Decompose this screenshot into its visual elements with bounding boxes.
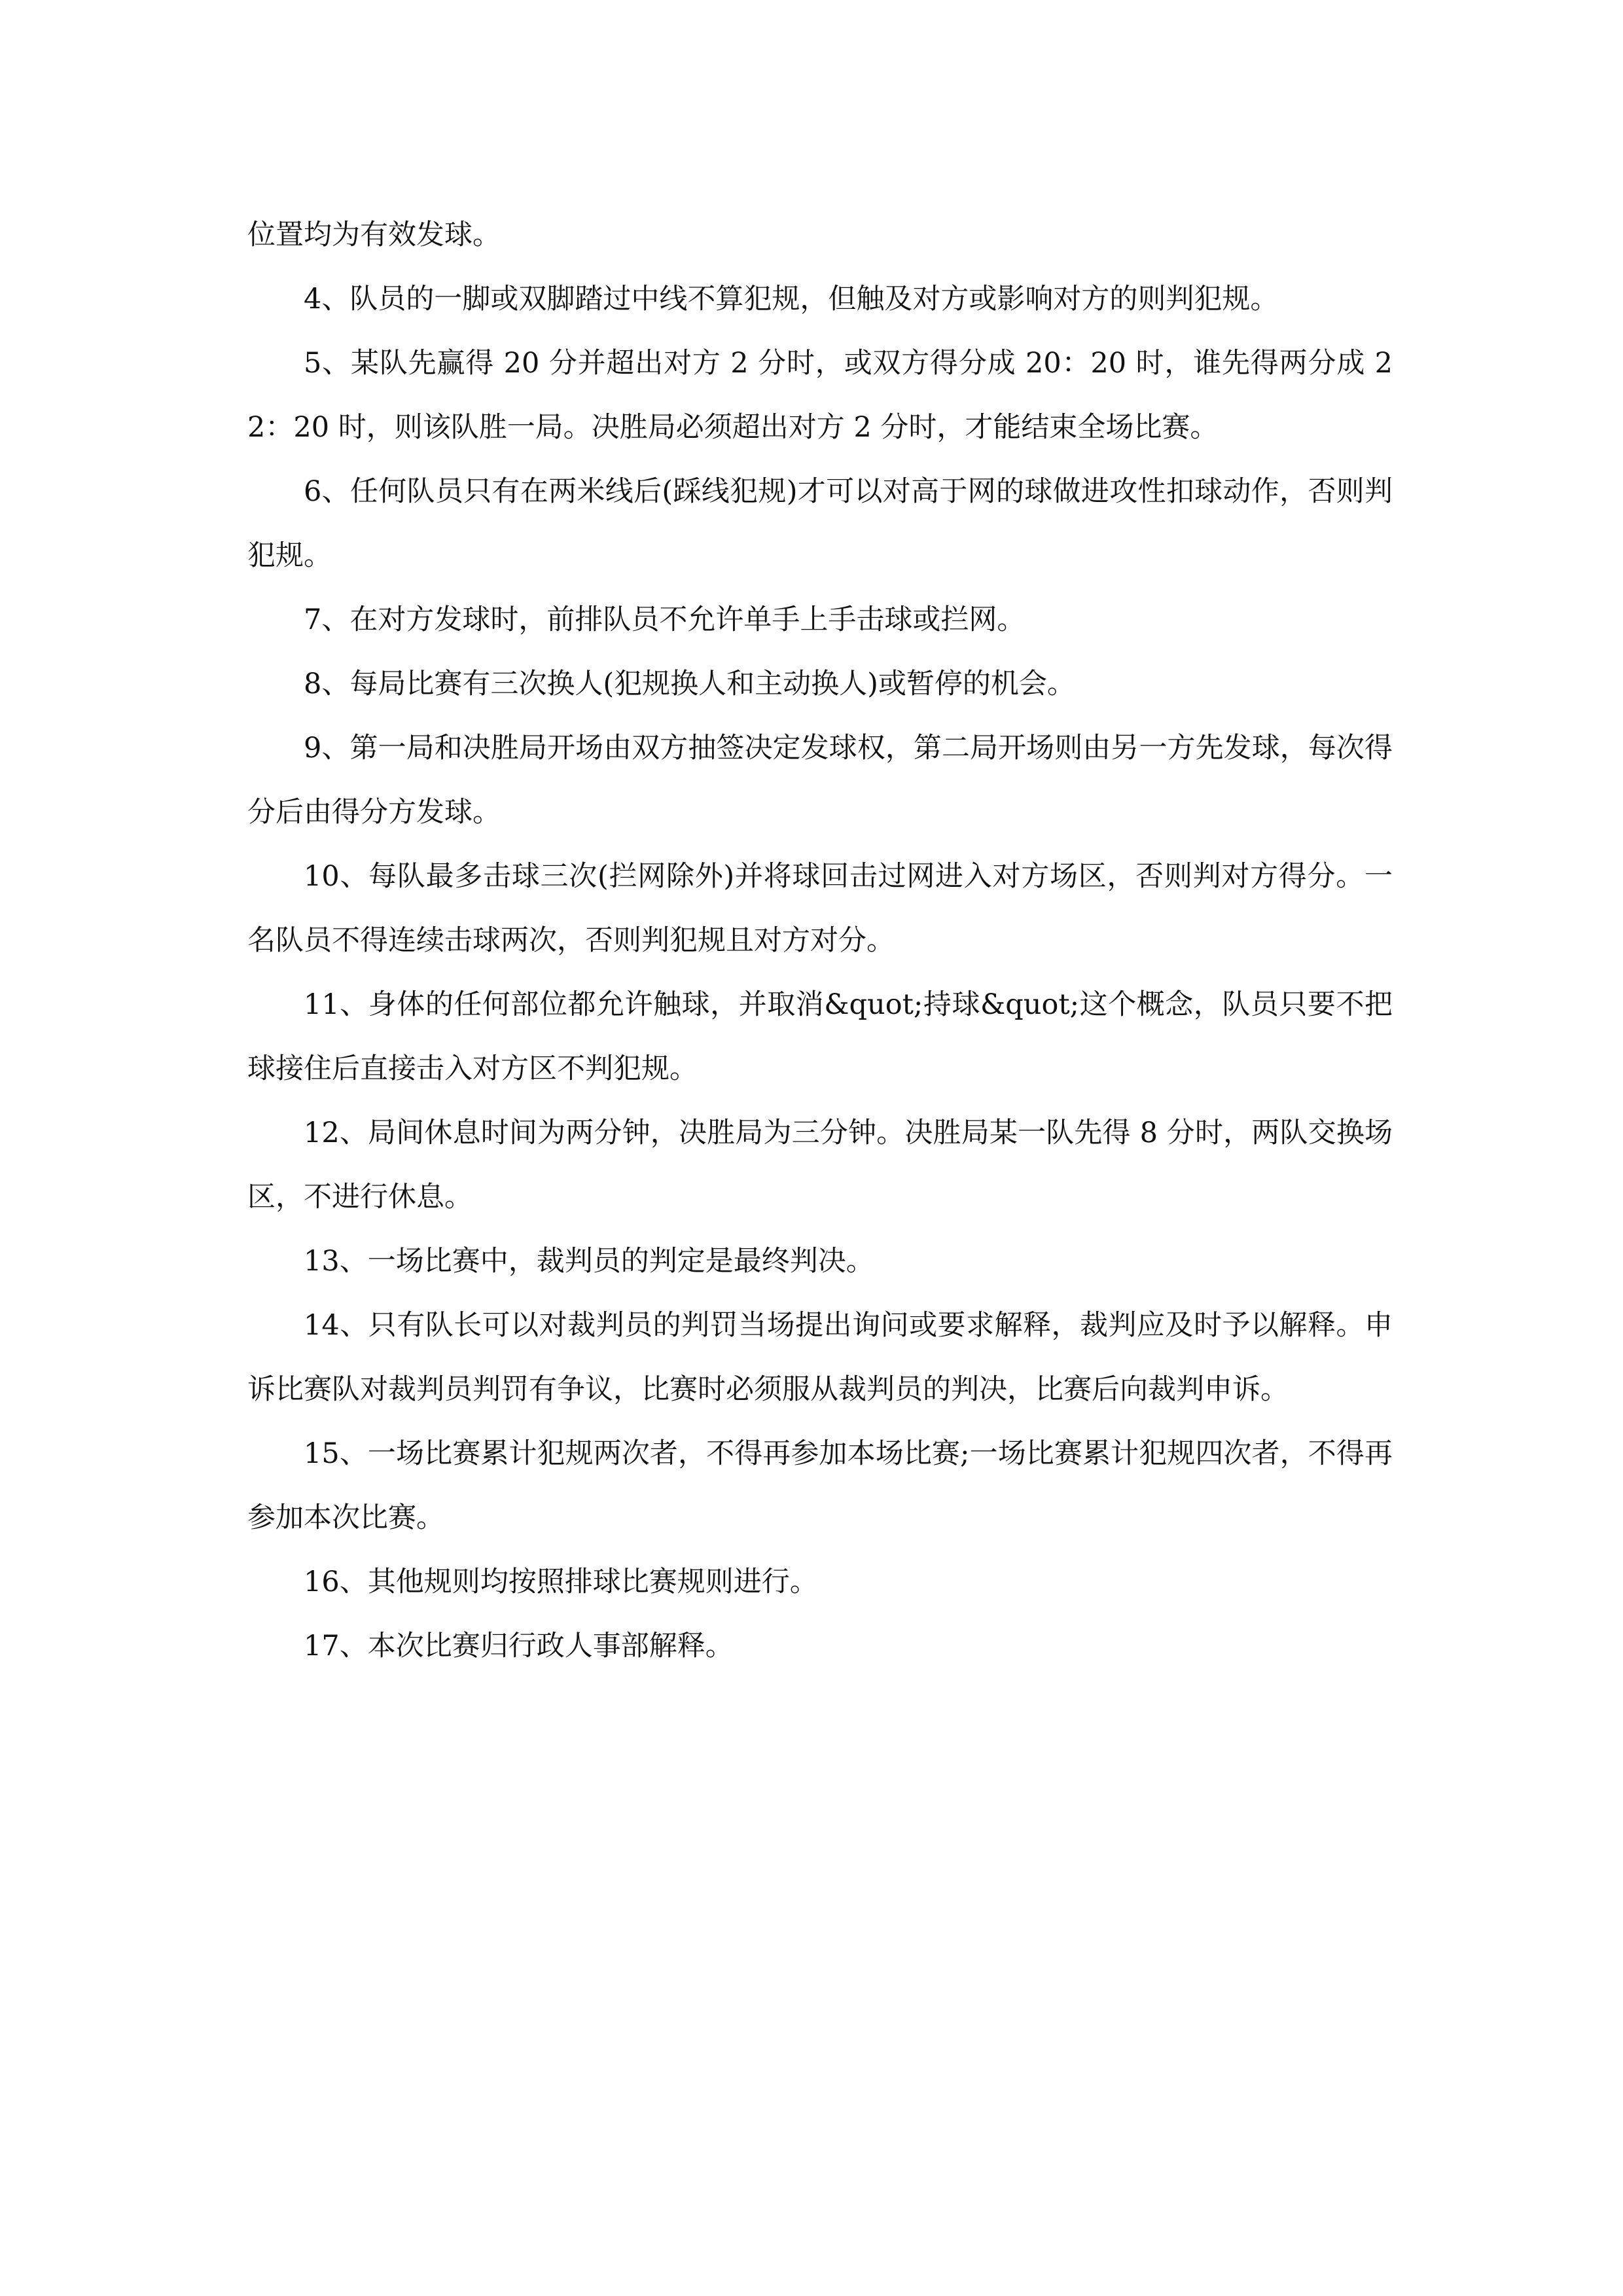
rule-item-14: 14、只有队长可以对裁判员的判罚当场提出询问或要求解释，裁判应及时予以解释。申诉比赛队对裁判员判罚有争议，比赛时必须服从裁判员的判决，比赛后向裁判申诉。 (247, 1309, 1393, 1406)
paragraph-continuation: 位置均为有效发球。 (247, 219, 501, 251)
rule-item-4: 4、队员的一脚或双脚踏过中线不算犯规，但触及对方或影响对方的则判犯规。 (304, 283, 1279, 315)
rule-item-16: 16、其他规则均按照排球比赛规则进行。 (304, 1566, 818, 1598)
document-body (247, 203, 1393, 1678)
rule-item-12: 12、局间休息时间为两分钟，决胜局为三分钟。决胜局某一队先得 8 分时，两队交换场区，不进行休息。 (247, 1117, 1393, 1213)
rule-item-17: 17、本次比赛归行政人事部解释。 (304, 1630, 734, 1662)
rule-item-9: 9、第一局和决胜局开场由双方抽签决定发球权，第二局开场则由另一方先发球，每次得分后由得分方发球。 (247, 732, 1393, 829)
rule-item-11: 11、身体的任何部位都允许触球，并取消&quot;持球&quot;这个概念，队员只要不把球接住后直接击入对方区不判犯规。 (247, 988, 1393, 1085)
rule-item-5: 5、某队先赢得 20 分并超出对方 2 分时，或双方得分成 20：20 时，谁先得两分成 22：20 时，则该队胜一局。决胜局必须超出对方 2 分时，才能结束全场比赛。 (247, 347, 1393, 444)
rule-item-13: 13、一场比赛中，裁判员的判定是最终判决。 (304, 1245, 874, 1278)
rule-item-10: 10、每队最多击球三次(拦网除外)并将球回击过网进入对方场区，否则判对方得分。一名队员不得连续击球两次，否则判犯规且对方对分。 (247, 860, 1393, 957)
rule-item-7: 7、在对方发球时，前排队员不允许单手上手击球或拦网。 (304, 603, 1026, 636)
rule-item-8: 8、每局比赛有三次换人(犯规换人和主动换人)或暂停的机会。 (304, 668, 1075, 700)
rule-item-6: 6、任何队员只有在两米线后(踩线犯规)才可以对高于网的球做进攻性扣球动作，否则判犯规。 (247, 475, 1393, 572)
rule-item-15: 15、一场比赛累计犯规两次者，不得再参加本场比赛;一场比赛累计犯规四次者，不得再参加本次比赛。 (247, 1437, 1393, 1534)
